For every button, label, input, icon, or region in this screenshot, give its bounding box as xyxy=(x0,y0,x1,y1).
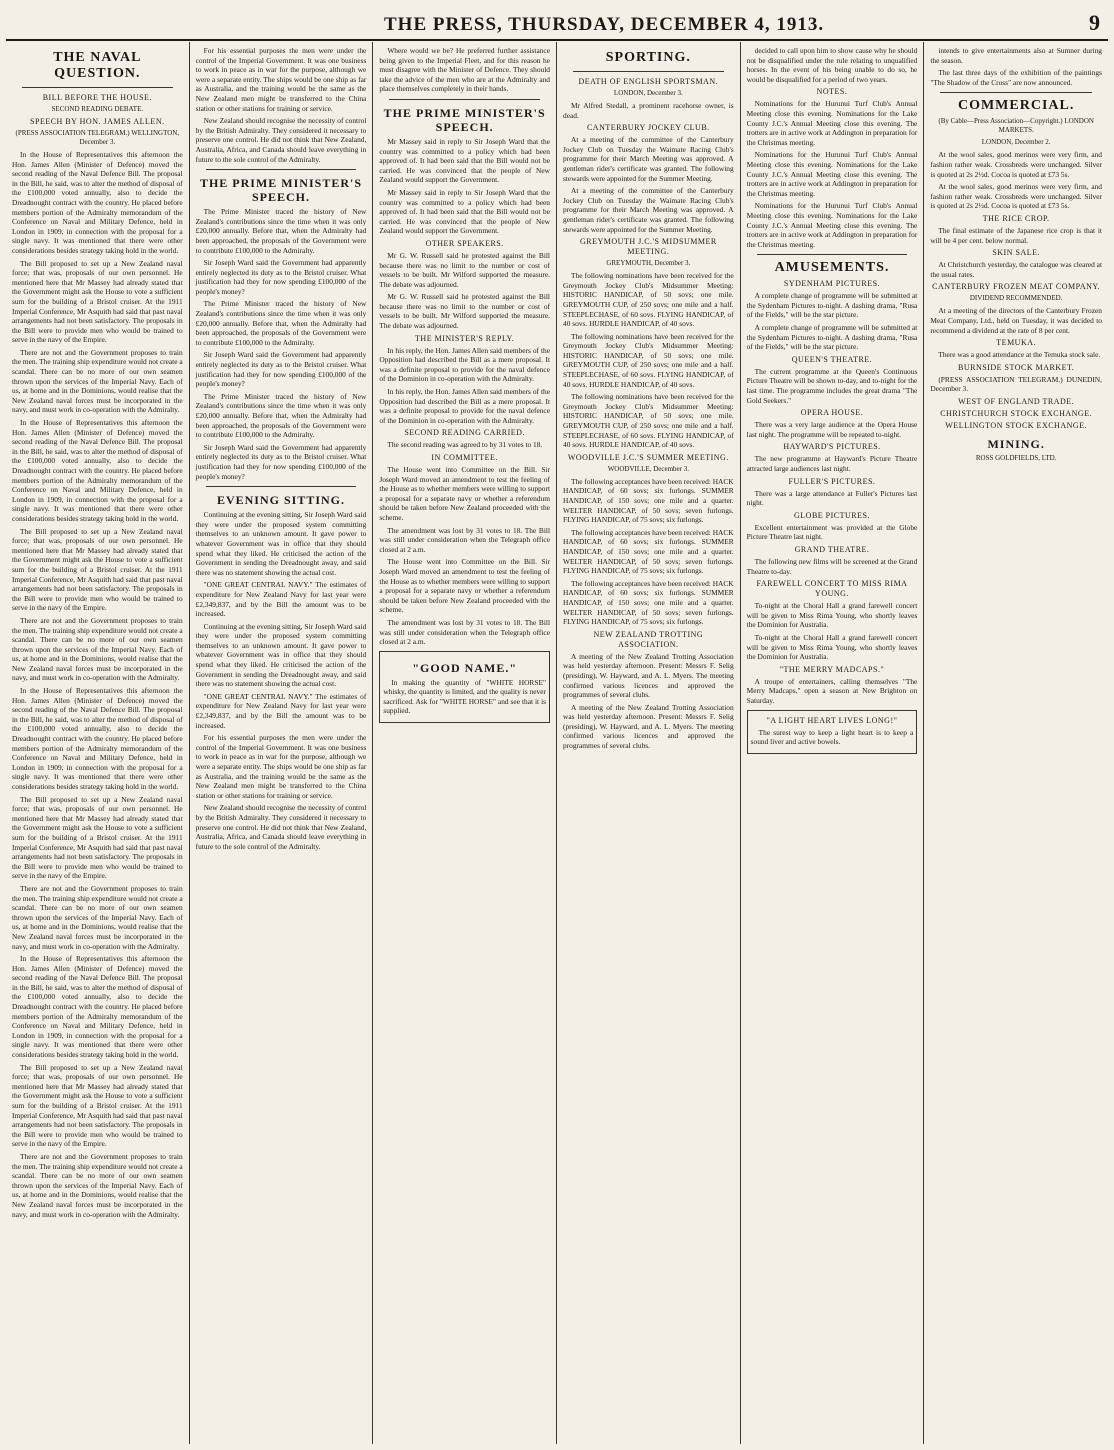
article-paragraph: The Prime Minister traced the history of New Zealand's contributions since the time when it was only £20,000 annually. Before that, when the Admiralty had been approached, the proposals of the Government were to contribute £100,000 to the Admiralty. xyxy=(195,299,367,347)
article-paragraph: Continuing at the evening sitting, Sir Joseph Ward said they were under the proposed system committing themselves to an unknown amount. It gave power to whatever Government was in office that they should spend what they liked. He criticised the action of the Government in sending the Dreadnought away, and said there was no statement showing the actual cost. xyxy=(195,621,367,689)
article-paragraph: A meeting of the New Zealand Trotting Association was held yesterday afternoon. Present: Messrs F. Selig (presiding), W. Hayward, and A. L. Myers. The meeting confirmed various licences and approved the programmes of several clubs. xyxy=(563,702,734,751)
dateline: LONDON, December 3. xyxy=(613,89,683,97)
subhead-burnside: BURNSIDE STOCK MARKET. xyxy=(958,362,1075,372)
article-paragraph: Sir Joseph Ward said the Government had apparently entirely neglected its duty as to the Bristol cruiser. What justification had they for now spending £100,000 of the people's money? xyxy=(195,258,367,296)
dateline: (PRESS ASSOCIATION TELEGRAM.) WELLINGTON, December 3. xyxy=(15,129,180,146)
advertisement-white-horse xyxy=(379,651,550,723)
article-paragraph: The Bill proposed to set up a New Zealand naval force; that was, proposals of our own personnel. He mentioned here that Mr Massey had already stated that the Government might ask the House to vote a sufficient sum for the building of a Bristol cruiser. At the 1911 Imperial Conference, Mr Asquith had said that past naval arrangements had not been satisfactory. The proposals in the Bill were to provide men who would be trained to serve in the navy of the Empire. xyxy=(12,794,183,881)
article-paragraph: At a meeting of the committee of the Canterbury Jockey Club on Tuesday the Waimate Racing Club's programme for their March Meeting was approved. A gentleman rider's certificate was granted. The following stewards were appointed for the Summer Meeting. xyxy=(563,135,734,183)
subhead-trotting: NEW ZEALAND TROTTING ASSOCIATION. xyxy=(593,629,704,649)
article-paragraph: In the House of Representatives this afternoon the Hon. James Allen (Minister of Defence) moved the second reading of the Naval Defence Bill. The proposal in the Bill, he said, was to alter the method of disposal of the £100,000 voted annually, also to decide the Dreadnought contract with the country. He placed before members portion of the Admiralty memorandum of the Conference on Naval and Military Defence, held in London in 1909, in connection with the proposal for a single navy. It was mentioned that there were other considerations besides strategy taking hold in the world. xyxy=(12,150,183,255)
article-paragraph: To-night at the Choral Hall a grand farewell concert will be given to Miss Rima Young, who shortly leaves the Dominion for Australia. xyxy=(746,601,918,630)
article-paragraph: The Bill proposed to set up a New Zealand naval force; that was, proposals of our own personnel. He mentioned here that Mr Massey had already stated that the Government might ask the House to vote a sufficient sum for the building of a Bristol cruiser. At the 1911 Imperial Conference, Mr Asquith had said that past naval arrangements had not been satisfactory. The proposals in the Bill were to provide men who would be trained to serve in the navy of the Empire. xyxy=(12,1062,183,1149)
article-paragraph: There was a good attendance at the Temuka stock sale. xyxy=(938,350,1101,360)
column-2 xyxy=(190,42,374,1444)
article-paragraph: Excellent entertainment was provided at the Globe Picture Theatre last night. xyxy=(746,522,918,542)
headline-prime-minister: THE PRIME MINISTER'S SPEECH. xyxy=(199,176,362,205)
subhead-death: DEATH OF ENGLISH SPORTSMAN. xyxy=(578,77,719,86)
masthead-title: THE PRESS, THURSDAY, DECEMBER 4, 1913. xyxy=(384,14,825,35)
headline-sporting: SPORTING. xyxy=(605,50,691,65)
article-paragraph: The amendment was lost by 31 votes to 18. The Bill was still under consideration when the Telegraph office closed at 2 a.m. xyxy=(379,525,550,554)
column-1 xyxy=(6,42,190,1444)
article-paragraph: For his essential purposes the men were under the control of the Imperial Government. It was one business to work in peace as in war for the purpose, although we were a separate entity. The ships would be one ship as far as Australia, and the training would be the same as the New Zealand men might be transferred to the China station or other stations for training or service. xyxy=(195,733,367,800)
article-paragraph: The new programme at Hayward's Picture Theatre attracted large audiences last night. xyxy=(746,454,918,473)
article-paragraph: Nominations for the Hurunui Turf Club's Annual Meeting close this evening. Nominations for the Lake County J.C.'s Annual Meeting close this evening. The trotters are in active work at Addington in preparation for the Christmas meeting. xyxy=(746,201,918,249)
article-paragraph: There are not and the Government proposes to train the men. The training ship expenditure would not create a scandal. There can be no more of our own seamen thrown upon the services of the Imperial Navy. Each of us, at home and in the Dominions, would realise that the New Zealand naval forces must be incorporated in the navy, and must work in co-operation with the Admiralty. xyxy=(12,883,183,951)
article-paragraph: A complete change of programme will be submitted at the Sydenham Pictures to-night. A dashing drama, "Rusa of the Fields," will be the star picture. xyxy=(746,323,918,352)
headline-amusements: AMUSEMENTS. xyxy=(774,260,890,276)
article-paragraph: A troupe of entertainers, calling themselves "The Merry Madcaps," open a season at New Brighton on Saturday. xyxy=(746,676,918,705)
divider xyxy=(22,87,173,88)
divider xyxy=(389,99,540,100)
article-paragraph: A complete change of programme will be submitted at the Sydenham Pictures to-night. A dashing drama, "Rusa of the Fields," will be the star picture. xyxy=(746,291,918,320)
article-paragraph: Sir Joseph Ward said the Government had apparently entirely neglected its duty as to the Bristol cruiser. What justification had they for now spending £100,000 of the people's money? xyxy=(195,442,367,481)
masthead xyxy=(6,6,1108,41)
divider xyxy=(206,486,357,487)
article-paragraph: The following nominations have been received for the Greymouth Jockey Club's Midsummer Meeting: HISTORIC HANDICAP, of 50 sovs; one mile. GREYMOUTH CUP, of 250 sovs; one mile and a half. STEEPLECHASE, of 60 sovs. FLYING HANDICAP, of 40 sovs. HURDLE HANDICAP, of 40 sovs. xyxy=(563,392,734,450)
divider xyxy=(940,92,1092,93)
column-6 xyxy=(924,42,1108,1444)
subhead-christchurch-exchange: CHRISTCHURCH STOCK EXCHANGE. xyxy=(940,408,1093,418)
ad-headline: "A LIGHT HEART LIVES LONG!" xyxy=(766,715,898,725)
newspaper-page xyxy=(6,6,1108,1444)
subhead-queens: QUEEN'S THEATRE. xyxy=(791,354,873,364)
subhead-debate: SECOND READING DEBATE. xyxy=(51,105,144,113)
article-paragraph: Mr Alfred Stedall, a prominent racehorse owner, is dead. xyxy=(563,101,734,120)
dateline: WOODVILLE, December 3. xyxy=(607,464,689,473)
article-paragraph: New Zealand should recognise the necessity of control by the British Admiralty. They considered it necessary to preserve one control. He did not think that New Zealand, Australia, Africa, and Canada should leave everything in future to the sole control of the Admiralty. xyxy=(195,116,367,164)
mining-company: ROSS GOLDFIELDS, LTD. xyxy=(975,453,1057,462)
article-paragraph: (PRESS ASSOCIATION TELEGRAM.) DUNEDIN, December 3. xyxy=(930,374,1102,394)
article-paragraph: The following nominations have been received for the Greymouth Jockey Club's Midsummer Meeting: HISTORIC HANDICAP, of 50 sovs; one mile. GREYMOUTH CUP, of 250 sovs; one mile and a half. STEEPLECHASE, of 60 sovs. FLYING HANDICAP, of 40 sovs. HURDLE HANDICAP, of 40 sovs. xyxy=(563,271,734,329)
subhead-notes: NOTES. xyxy=(816,87,848,97)
article-paragraph: In his reply, the Hon. James Allen said members of the Opposition had described the Bill as a mere proposal. It was a definite proposal to provide for the naval defence of the Dominion in co-operation with the Admiralty. xyxy=(379,345,550,384)
subhead-greymouth: GREYMOUTH J.C.'S MIDSUMMER MEETING. xyxy=(579,237,717,257)
article-paragraph: "ONE GREAT CENTRAL NAVY." The estimates of expenditure for New Zealand Navy for last year were £2,349,837, and by the Bill the amount was to be increased. xyxy=(195,580,367,619)
subhead-dividend: DIVIDEND RECOMMENDED. xyxy=(969,294,1063,303)
subhead-woodville: WOODVILLE J.C.'S SUMMER MEETING. xyxy=(567,452,729,462)
article-paragraph: There was a very large audience at the Opera House last night. The programme will be repeated to-night. xyxy=(746,420,918,439)
article-paragraph: At a meeting of the committee of the Canterbury Jockey Club on Tuesday the Waimate Racing Club's programme for their March Meeting was approved. A gentleman rider's certificate was granted. The following stewards were appointed for the Summer Meeting. xyxy=(563,186,734,234)
subhead-second-reading: SECOND READING CARRIED. xyxy=(404,428,525,438)
article-paragraph: Nominations for the Hurunui Turf Club's Annual Meeting close this evening. Nominations for the Lake County J.C.'s Annual Meeting close this evening. The trotters are in active work at Addington in preparation for the Christmas meeting. xyxy=(746,150,918,198)
page-number: 9 xyxy=(1089,10,1100,35)
article-paragraph: There are not and the Government proposes to train the men. The training ship expenditure would not create a scandal. There can be no more of our own seamen thrown upon the services of the Imperial Navy. Each of us, at home and in the Dominions, would realise that the New Zealand naval forces must be incorporated in the navy, and must work in co-operation with the Admiralty. xyxy=(12,347,183,415)
article-paragraph: The following new films will be screened at the Grand Theatre to-day. xyxy=(746,556,918,576)
subhead-rice: THE RICE CROP. xyxy=(982,213,1050,223)
article-paragraph: There was a large attendance at Fuller's Pictures last night. xyxy=(746,488,918,508)
article-paragraph: The following acceptances have been received: HACK HANDICAP, of 60 sovs; six furlongs. SUMMER HANDICAP, of 150 sovs; one mile and a quarter. WELTER HANDICAP, of 50 sovs; seven furlongs. FLYING HANDICAP, of 75 sovs; six furlongs. xyxy=(563,476,734,525)
article-paragraph: In his reply, the Hon. James Allen said members of the Opposition had described the Bill as a mere proposal. It was a definite proposal to provide for the naval defence of the Dominion in co-operation with the Admiralty. xyxy=(379,387,550,425)
article-paragraph: The Prime Minister traced the history of New Zealand's contributions since the time when it was only £20,000 annually. Before that, when the Admiralty had been approached, the proposals of the Government were to contribute £100,000 to the Admiralty. xyxy=(195,391,367,440)
article-paragraph: The final estimate of the Japanese rice crop is that it will be 4 per cent. below normal. xyxy=(930,225,1102,245)
divider xyxy=(757,254,908,255)
article-paragraph: The Bill proposed to set up a New Zealand naval force; that was, proposals of our own personnel. He mentioned here that Mr Massey had already stated that the Government might ask the House to vote a sufficient sum for the building of a Bristol cruiser. At the 1911 Imperial Conference, Mr Asquith had said that past naval arrangements had not been satisfactory. The proposals in the Bill were to provide men who would be trained to serve in the navy of the Empire. xyxy=(12,526,183,613)
headline-mining: MINING. xyxy=(987,436,1045,451)
advertisement-light-heart xyxy=(747,710,918,754)
subhead-merry-madcaps: "THE MERRY MADCAPS." xyxy=(779,664,885,674)
headline-prime-minister-speech: THE PRIME MINISTER'S SPEECH. xyxy=(383,105,546,134)
article-paragraph: "ONE GREAT CENTRAL NAVY." The estimates of expenditure for New Zealand Navy for last year were £2,349,837, and by the Bill the amount was to be increased. xyxy=(195,691,367,730)
subhead-temuka: TEMUKA. xyxy=(996,338,1037,348)
headline-evening-sitting: EVENING SITTING. xyxy=(216,493,345,508)
subhead-minister-reply: THE MINISTER'S REPLY. xyxy=(415,333,515,343)
ad-body: In making the quantity of "WHITE HORSE" whisky, the quantity is limited, and the quality is never sacrificed. Ask for "WHITE HORSE" and see that it is supplied. xyxy=(383,677,546,716)
article-paragraph: At Christchurch yesterday, the catalogue was cleared at the usual rates. xyxy=(930,260,1103,279)
article-paragraph: The House went into Committee on the Bill. Sir Joseph Ward moved an amendment to test the feeling of the House as to whether members were willing to support a proposal for a separate navy or whether a referendum should be taken before New Zealand proceeded with the scheme. xyxy=(379,465,550,522)
headline-naval-question: THE NAVAL QUESTION. xyxy=(53,50,142,81)
subhead-farewell: FAREWELL CONCERT TO MISS RIMA YOUNG. xyxy=(756,579,908,599)
subhead-committee: IN COMMITTEE. xyxy=(431,453,498,462)
article-paragraph: Sir Joseph Ward said the Government had apparently entirely neglected its duty as to the Bristol cruiser. What justification had they for now spending £100,000 of the people's money? xyxy=(195,350,367,389)
article-paragraph: At the wool sales, good merinos were very firm, and fashion rather weak. Crossbreds were unchanged. Silver is quoted at 2s 2½d. Cocoa is quoted at £73 5s. xyxy=(930,150,1102,179)
divider xyxy=(206,169,357,170)
article-paragraph: intends to give entertainments also at Sumner during the season. xyxy=(930,46,1102,65)
article-paragraph: The second reading was agreed to by 31 votes to 18. xyxy=(387,440,543,450)
subhead-speech: SPEECH BY HON. JAMES ALLEN. xyxy=(30,117,165,126)
article-paragraph: Mr Massey said in reply to Sir Joseph Ward that the country was committed to a policy which had been approved of. It had been said that the Bill would not be carried. He was convinced that the people of New Zealand would support the Government. xyxy=(379,187,550,236)
headline-commercial: COMMERCIAL. xyxy=(957,98,1075,114)
subhead-jockey-club: CANTERBURY JOCKEY CLUB. xyxy=(586,123,710,133)
ad-headline: "GOOD NAME." xyxy=(412,660,517,675)
article-paragraph: The amendment was lost by 31 votes to 18. The Bill was still under consideration when the Telegraph office closed at 2 a.m. xyxy=(379,617,550,647)
article-paragraph: The current programme at the Queen's Continuous Picture Theatre will be shown to-day, and to-night for the last time. The programme includes the great drama "The Gold Seekers." xyxy=(746,366,918,405)
article-paragraph: The following acceptances have been received: HACK HANDICAP, of 60 sovs; six furlongs. SUMMER HANDICAP, of 150 sovs; one mile and a quarter. WELTER HANDICAP, of 50 sovs; seven furlongs. FLYING HANDICAP, of 75 sovs; six furlongs. xyxy=(563,527,734,576)
subhead-sydenham: SYDENHAM PICTURES. xyxy=(783,279,881,289)
article-paragraph: Mr G. W. Russell said he protested against the Bill because there was no limit to the number or cost of vessels to be built. Mr Wilford supported the measure. The debate was adjourned. xyxy=(379,292,550,331)
article-paragraph: In the House of Representatives this afternoon the Hon. James Allen (Minister of Defence) moved the second reading of the Naval Defence Bill. The proposal in the Bill, he said, was to alter the method of disposal of the £100,000 voted annually, also to decide the Dreadnought contract with the country. He placed before members portion of the Admiralty memorandum of the Conference on Naval and Military Defence, held in London in 1909, in connection with the proposal for a single navy. It was mentioned that there were other considerations besides strategy taking hold in the world. xyxy=(12,418,183,523)
article-paragraph: There are not and the Government proposes to train the men. The training ship expenditure would not create a scandal. There can be no more of our own seamen thrown upon the services of the Imperial Navy. Each of us, at home and in the Dominions, would realise that the New Zealand naval forces must be incorporated in the navy, and must work in co-operation with the Admiralty. xyxy=(12,1151,183,1219)
ad-body: The surest way to keep a light heart is to keep a sound liver and active bowels. xyxy=(750,727,914,747)
article-paragraph: A meeting of the New Zealand Trotting Association was held yesterday afternoon. Present: Messrs F. Selig (presiding), W. Hayward, and A. L. Myers. The meeting confirmed various licences and approved the programmes of several clubs. xyxy=(563,651,734,700)
article-paragraph: The Prime Minister traced the history of New Zealand's contributions since the time when it was only £20,000 annually. Before that, when the Admiralty had been approached, the proposals of the Government were to contribute £100,000 to the Admiralty. xyxy=(195,207,367,255)
article-paragraph: In the House of Representatives this afternoon the Hon. James Allen (Minister of Defence) moved the second reading of the Naval Defence Bill. The proposal in the Bill, he said, was to alter the method of disposal of the £100,000 voted annually, also to decide the Dreadnought contract with the country. He placed before members portion of the Admiralty memorandum of the Conference on Naval and Military Defence, held in London in 1909, in connection with the proposal for a single navy. It was mentioned that there were other considerations besides strategy taking hold in the world. xyxy=(12,686,183,791)
article-paragraph: Nominations for the Hurunui Turf Club's Annual Meeting close this evening. Nominations for the Lake County J.C.'s Annual Meeting close this evening. The trotters are in active work at Addington in preparation for the Christmas meeting. xyxy=(746,99,918,147)
article-paragraph: To-night at the Choral Hall a grand farewell concert will be given to Miss Rima Young, who shortly leaves the Dominion for Australia. xyxy=(746,632,918,662)
article-paragraph: The following acceptances have been received: HACK HANDICAP, of 60 sovs; six furlongs. SUMMER HANDICAP, of 150 sovs; one mile and a quarter. WELTER HANDICAP, of 50 sovs; seven furlongs. FLYING HANDICAP, of 75 sovs; six furlongs. xyxy=(563,578,734,627)
column-4 xyxy=(557,42,741,1444)
dateline: GREYMOUTH, December 3. xyxy=(606,259,691,268)
divider xyxy=(573,71,724,72)
column-grid xyxy=(6,42,1108,1444)
commercial-source: (By Cable—Press Association—Copyright.) LONDON MARKETS. xyxy=(938,117,1094,135)
article-paragraph: Where would we be? He preferred further assistance being given to the Imperial Fleet, and for this reason he must disagree with the Minister of Defence. They should take the advice of the men who are at the Admiralty and place themselves completely in their hands. xyxy=(379,46,550,94)
article-paragraph: The House went into Committee on the Bill. Sir Joseph Ward moved an amendment to test the feeling of the House as to whether members were willing to support a proposal for a separate navy or whether a referendum should be taken before New Zealand proceeded with the scheme. xyxy=(379,557,550,615)
dateline: LONDON, December 2. xyxy=(981,138,1051,147)
subhead-opera: OPERA HOUSE. xyxy=(800,408,864,418)
subhead-wellington-exchange: WELLINGTON STOCK EXCHANGE. xyxy=(945,420,1088,430)
subhead-other-speakers: OTHER SPEAKERS. xyxy=(425,238,504,248)
subhead-globe: GLOBE PICTURES. xyxy=(794,510,870,520)
article-paragraph: At the wool sales, good merinos were very firm, and fashion rather weak. Crossbreds were unchanged. Silver is quoted at 2s 2½d. Cocoa is quoted at £73 5s. xyxy=(930,182,1102,211)
subhead-west-england: WEST OF ENGLAND TRADE. xyxy=(958,396,1075,406)
article-paragraph: decided to call upon him to show cause why he should not be disqualified under the rule relating to unqualified horses. In the event of his being unable to do so, he would be disqualified for a period of two years. xyxy=(746,46,918,84)
article-paragraph: Mr G. W. Russell said he protested against the Bill because there was no limit to the number or cost of vessels to be built. Mr Wilford supported the measure. The debate was adjourned. xyxy=(379,250,550,289)
subhead-grand: GRAND THEATRE. xyxy=(794,544,870,554)
article-paragraph: For his essential purposes the men were under the control of the Imperial Government. It was one business to work in peace as in war for the purpose, although we were a separate entity. The ships would be one ship as far as Australia, and the training would be the same as the New Zealand men might be transferred to the China station or other stations for training or service. xyxy=(195,46,367,113)
column-5 xyxy=(741,42,925,1444)
subhead-bill: BILL BEFORE THE HOUSE. xyxy=(42,93,152,102)
article-paragraph: New Zealand should recognise the necessity of control by the British Admiralty. They considered it necessary to preserve one control. He did not think that New Zealand, Australia, Africa, and Canada should leave everything in future to the sole control of the Admiralty. xyxy=(195,803,367,851)
article-paragraph: There are not and the Government proposes to train the men. The training ship expenditure would not create a scandal. There can be no more of our own seamen thrown upon the services of the Imperial Navy. Each of us, at home and in the Dominions, would realise that the New Zealand naval forces must be incorporated in the navy, and must work in co-operation with the Admiralty. xyxy=(12,615,183,683)
article-paragraph: At a meeting of the directors of the Canterbury Frozen Meat Company, Ltd., held on Tuesday, it was decided to recommend a dividend at the rate of 8 per cent. xyxy=(930,306,1102,335)
subhead-frozen-meat: CANTERBURY FROZEN MEAT COMPANY. xyxy=(932,282,1101,292)
article-paragraph: The Bill proposed to set up a New Zealand naval force; that was, proposals of our own personnel. He mentioned here that Mr Massey had already stated that the Government might ask the House to vote a sufficient sum for the building of a Bristol cruiser. At the 1911 Imperial Conference, Mr Asquith had said that past naval arrangements had not been satisfactory. The proposals in the Bill were to provide men who would be trained to serve in the navy of the Empire. xyxy=(12,258,183,345)
article-paragraph: Mr Massey said in reply to Sir Joseph Ward that the country was committed to a policy which had been approved of. It had been said that the Bill would not be carried. He was convinced that the people of New Zealand would support the Government. xyxy=(379,136,550,185)
subhead-fuller: FULLER'S PICTURES. xyxy=(788,476,876,486)
column-3 xyxy=(373,42,557,1444)
article-paragraph: Continuing at the evening sitting, Sir Joseph Ward said they were under the proposed system committing themselves to an unknown amount. It gave power to whatever Government was in office that they should spend what they liked. He criticised the action of the Government in sending the Dreadnought away, and said there was no statement showing the actual cost. xyxy=(195,510,367,577)
article-paragraph: The last three days of the exhibition of the paintings "The Shadow of the Cross" are now announced. xyxy=(930,68,1102,87)
article-paragraph: In the House of Representatives this afternoon the Hon. James Allen (Minister of Defence) moved the second reading of the Naval Defence Bill. The proposal in the Bill, he said, was to alter the method of disposal of the £100,000 voted annually, also to decide the Dreadnought contract with the country. He placed before members portion of the Admiralty memorandum of the Conference on Naval and Military Defence, held in London in 1909, in connection with the proposal for a single navy. It was mentioned that there were other considerations besides strategy taking hold in the world. xyxy=(12,954,183,1060)
article-paragraph: The following nominations have been received for the Greymouth Jockey Club's Midsummer Meeting: HISTORIC HANDICAP, of 50 sovs; one mile. GREYMOUTH CUP, of 250 sovs; one mile and a half. STEEPLECHASE, of 60 sovs. FLYING HANDICAP, of 40 sovs. HURDLE HANDICAP, of 40 sovs. xyxy=(563,331,734,389)
subhead-skin-sale: SKIN SALE. xyxy=(992,248,1040,258)
subhead-hayward: HAYWARD'S PICTURES. xyxy=(783,442,881,452)
